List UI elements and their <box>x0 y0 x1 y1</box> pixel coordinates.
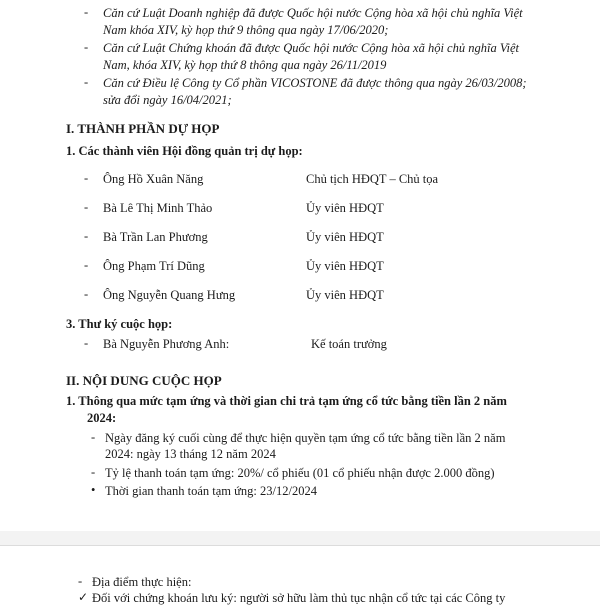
list-dash: - <box>84 229 89 243</box>
member-name: Ông Hồ Xuân Năng <box>103 172 204 186</box>
agenda-item-1-line2: 2024: <box>87 411 117 425</box>
member-name: Ông Phạm Trí Dũng <box>103 259 205 273</box>
record-date-line2: 2024: ngày 13 tháng 12 năm 2024 <box>105 447 276 461</box>
venue-label: Địa điểm thực hiện: <box>92 575 192 589</box>
secretary-role: Kế toán trưởng <box>311 337 387 351</box>
list-dash: - <box>91 430 96 444</box>
page-break <box>0 531 600 545</box>
list-dash: - <box>84 40 89 54</box>
list-dash: - <box>84 75 89 89</box>
member-name: Ông Nguyễn Quang Hưng <box>103 288 236 302</box>
member-role: Ủy viên HĐQT <box>306 230 384 244</box>
list-dash: - <box>84 258 89 272</box>
member-name: Bà Lê Thị Minh Thảo <box>103 201 213 215</box>
section-2-heading: II. NỘI DUNG CUỘC HỌP <box>66 373 222 388</box>
list-dash: - <box>84 200 89 214</box>
member-role: Ủy viên HĐQT <box>306 201 384 215</box>
member-role: Ủy viên HĐQT <box>306 259 384 273</box>
members-heading: 1. Các thành viên Hội đồng quản trị dự họp: <box>66 144 303 158</box>
list-dash: • <box>91 483 96 497</box>
member-role: Chủ tịch HĐQT – Chủ tọa <box>306 172 439 186</box>
payment-date: Thời gian thanh toán tạm ứng: 23/12/2024 <box>105 484 317 498</box>
secretary-name: Bà Nguyễn Phương Anh: <box>103 337 230 351</box>
member-name: Bà Trần Lan Phương <box>103 230 208 244</box>
secretary-heading: 3. Thư ký cuộc họp: <box>66 317 173 331</box>
list-dash: - <box>78 574 83 588</box>
record-date-line1: Ngày đăng ký cuối cùng để thực hiện quyền tạm ứng cổ tức bằng tiền lần 2 năm <box>105 431 506 445</box>
list-dash: - <box>91 465 96 479</box>
legal-basis-2-line2: Nam, khóa XIV, kỳ họp thứ 8 thông qua ngày 26/11/2019 <box>103 58 387 72</box>
list-dash: - <box>84 5 89 19</box>
payout-ratio: Tỷ lệ thanh toán tạm ứng: 20%/ cổ phiếu (01 cổ phiếu nhận được 2.000 đồng) <box>105 466 495 480</box>
section-1-heading: I. THÀNH PHẦN DỰ HỌP <box>66 121 220 136</box>
legal-basis-3-line2: sửa đổi ngày 16/04/2021; <box>103 93 232 107</box>
depository-note: Đối với chứng khoán lưu ký: người sở hữu làm thủ tục nhận cổ tức tại các Công ty <box>92 591 506 605</box>
page-break-divider <box>0 545 600 546</box>
list-dash: - <box>84 171 89 185</box>
member-role: Ủy viên HĐQT <box>306 288 384 302</box>
agenda-item-1-line1: 1. Thông qua mức tạm ứng và thời gian chi trả tạm ứng cổ tức bằng tiền lần 2 năm <box>66 394 507 408</box>
legal-basis-3-line1: Căn cứ Điều lệ Công ty Cổ phần VICOSTONE đã được thông qua ngày 26/03/2008; <box>103 76 527 90</box>
list-dash: - <box>84 287 89 301</box>
legal-basis-1-line2: Nam khóa XIV, kỳ họp thứ 9 thông qua ngày 17/06/2020; <box>103 23 389 37</box>
legal-basis-1-line1: Căn cứ Luật Doanh nghiệp đã được Quốc hội nước Cộng hòa xã hội chủ nghĩa Việt <box>103 6 523 20</box>
legal-basis-2-line1: Căn cứ Luật Chứng khoán đã được Quốc hội nước Cộng hòa xã hội chủ nghĩa Việt <box>103 41 520 55</box>
check-bullet-icon: ✓ <box>78 590 89 604</box>
list-dash: - <box>84 336 89 350</box>
